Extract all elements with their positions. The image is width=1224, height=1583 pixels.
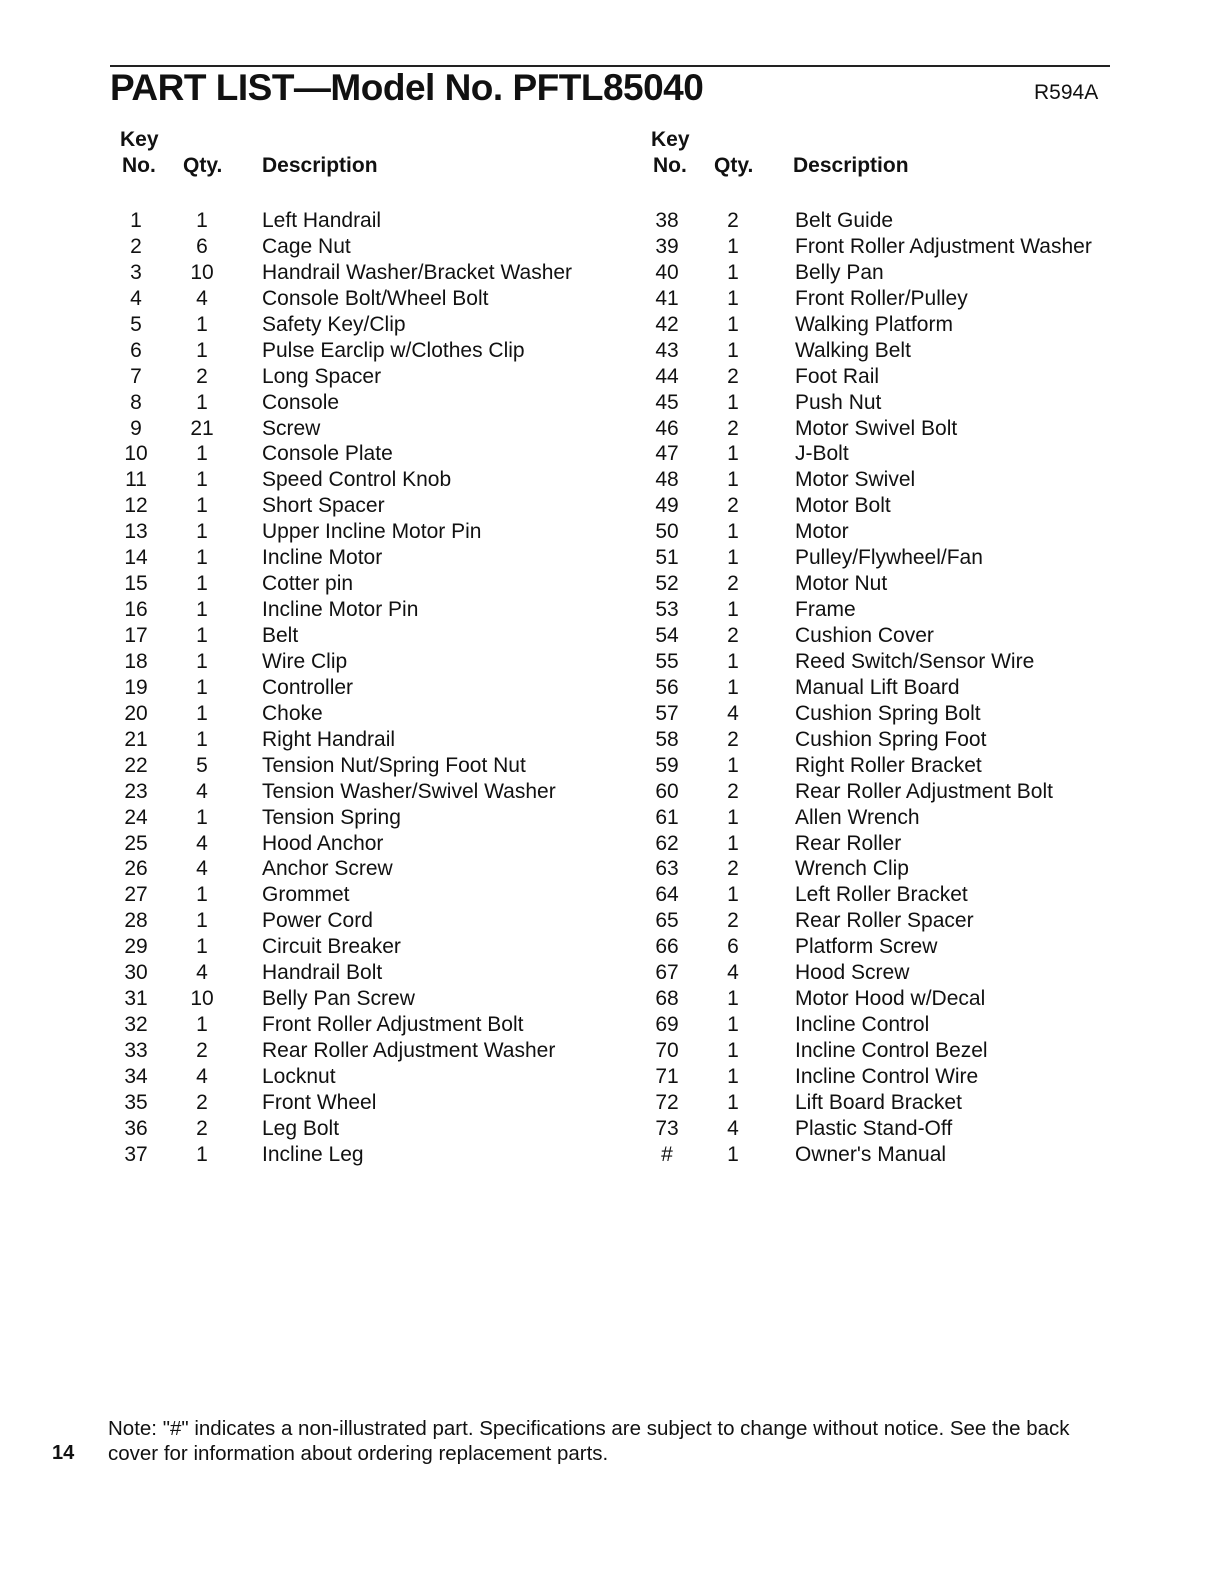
- part-quantity: 4: [196, 1064, 208, 1088]
- part-quantity: 10: [190, 987, 214, 1011]
- part-quantity: 1: [196, 701, 208, 725]
- part-description: Locknut: [262, 1064, 336, 1088]
- part-quantity: 1: [727, 1064, 739, 1088]
- part-quantity: 1: [727, 468, 739, 492]
- part-description: Motor Swivel: [795, 468, 916, 492]
- part-description: Incline Control Bezel: [795, 1039, 988, 1062]
- qty-header: Qty.: [714, 154, 754, 177]
- part-quantity: 1: [196, 520, 208, 544]
- part-description: Front Roller/Pulley: [795, 286, 968, 310]
- part-quantity: 2: [727, 909, 739, 933]
- part-description: Hood Anchor: [262, 831, 384, 855]
- part-description: Rear Roller: [795, 831, 902, 855]
- part-description: Motor Bolt: [795, 494, 891, 518]
- part-description: Walking Platform: [795, 312, 953, 336]
- part-key-number: 27: [124, 883, 148, 907]
- part-description: Pulse Earclip w/Clothes Clip: [262, 338, 525, 362]
- part-description: Push Nut: [795, 390, 882, 414]
- part-key-number: 14: [124, 546, 148, 570]
- part-quantity: 1: [727, 805, 739, 829]
- part-quantity: 1: [196, 909, 208, 933]
- part-quantity: 1: [196, 883, 208, 907]
- part-key-number: 45: [655, 390, 679, 414]
- part-key-number: 72: [655, 1090, 679, 1114]
- part-description: Upper Incline Motor Pin: [262, 520, 482, 544]
- part-description: Foot Rail: [795, 364, 880, 388]
- part-description: Belt: [262, 624, 299, 647]
- part-quantity: 2: [196, 1090, 208, 1114]
- part-description: Frame: [795, 598, 856, 622]
- part-quantity: 1: [196, 598, 208, 622]
- part-key-number: #: [661, 1142, 673, 1166]
- part-key-number: 41: [655, 286, 679, 310]
- part-description: Left Handrail: [262, 209, 382, 232]
- part-key-number: 63: [655, 857, 679, 881]
- part-key-number: 44: [655, 364, 679, 388]
- part-quantity: 1: [727, 675, 739, 699]
- part-description: Motor Nut: [795, 572, 888, 596]
- part-description: Manual Lift Board: [795, 675, 960, 699]
- part-key-number: 65: [655, 909, 679, 933]
- part-description: Grommet: [262, 883, 350, 907]
- part-description: Front Wheel: [262, 1090, 377, 1114]
- part-description: Choke: [262, 701, 323, 725]
- part-quantity: 21: [190, 416, 214, 440]
- part-key-number: 43: [655, 338, 679, 362]
- page-title: PART LIST—Model No. PFTL85040: [110, 67, 704, 108]
- part-key-number: 47: [655, 442, 679, 466]
- part-description: Cushion Spring Bolt: [795, 701, 981, 725]
- key-header-line2: No.: [122, 154, 156, 177]
- part-quantity: 1: [196, 546, 208, 570]
- part-key-number: 33: [124, 1039, 148, 1062]
- part-description: Cushion Cover: [795, 624, 934, 647]
- part-key-number: 70: [655, 1039, 679, 1062]
- part-quantity: 1: [196, 935, 208, 959]
- part-key-number: 24: [124, 805, 148, 829]
- part-key-number: 69: [655, 1013, 679, 1037]
- part-key-number: 37: [124, 1142, 148, 1166]
- part-description: Lift Board Bracket: [795, 1090, 962, 1114]
- part-key-number: 23: [124, 779, 148, 803]
- part-quantity: 4: [196, 831, 208, 855]
- part-description: Cotter pin: [262, 572, 354, 596]
- part-key-number: 7: [130, 364, 142, 388]
- part-quantity: 1: [196, 1013, 208, 1037]
- part-quantity: 4: [196, 286, 208, 310]
- part-description: Reed Switch/Sensor Wire: [795, 649, 1035, 673]
- part-quantity: 1: [196, 312, 208, 336]
- part-key-number: 2: [130, 234, 142, 258]
- part-quantity: 1: [196, 494, 208, 518]
- part-key-number: 52: [655, 572, 679, 596]
- part-quantity: 4: [727, 1116, 739, 1140]
- part-description: Incline Motor Pin: [262, 598, 419, 622]
- part-quantity: 2: [727, 572, 739, 596]
- part-description: Tension Spring: [262, 805, 401, 829]
- part-key-number: 26: [124, 857, 148, 881]
- part-key-number: 5: [130, 312, 142, 336]
- part-key-number: 42: [655, 312, 679, 336]
- part-description: Console Bolt/Wheel Bolt: [262, 286, 489, 310]
- part-key-number: 22: [124, 753, 148, 777]
- part-quantity: 6: [727, 935, 739, 959]
- part-quantity: 1: [727, 442, 739, 466]
- part-quantity: 4: [727, 701, 739, 725]
- part-quantity: 2: [727, 779, 739, 803]
- part-quantity: 2: [196, 1039, 208, 1062]
- part-key-number: 29: [124, 935, 148, 959]
- part-quantity: 1: [727, 260, 739, 284]
- part-description: Speed Control Knob: [262, 468, 452, 492]
- part-description: Motor Hood w/Decal: [795, 987, 986, 1011]
- part-description: Pulley/Flywheel/Fan: [795, 546, 983, 570]
- part-key-number: 67: [655, 961, 679, 985]
- part-key-number: 71: [655, 1064, 679, 1088]
- part-quantity: 6: [196, 234, 208, 258]
- part-description: Tension Washer/Swivel Washer: [262, 779, 556, 803]
- part-key-number: 57: [655, 701, 679, 725]
- part-key-number: 54: [655, 624, 679, 647]
- part-key-number: 40: [655, 260, 679, 284]
- part-key-number: 66: [655, 935, 679, 959]
- part-quantity: 1: [727, 883, 739, 907]
- part-quantity: 1: [727, 234, 739, 258]
- part-quantity: 1: [196, 572, 208, 596]
- part-quantity: 2: [196, 1116, 208, 1140]
- part-description: Console Plate: [262, 442, 393, 466]
- key-header-line2: No.: [653, 154, 687, 177]
- part-key-number: 51: [655, 546, 679, 570]
- part-description: Incline Leg: [262, 1142, 364, 1166]
- part-description: Wire Clip: [262, 649, 348, 673]
- part-description: Short Spacer: [262, 494, 385, 518]
- part-quantity: 2: [727, 416, 739, 440]
- part-description: Platform Screw: [795, 935, 938, 959]
- page-number: 14: [52, 1442, 75, 1464]
- part-quantity: 1: [727, 1039, 739, 1062]
- part-quantity: 1: [727, 546, 739, 570]
- part-description: Right Handrail: [262, 727, 396, 751]
- part-description: J-Bolt: [795, 442, 849, 466]
- part-quantity: 1: [727, 831, 739, 855]
- part-quantity: 1: [727, 1142, 739, 1166]
- part-quantity: 1: [727, 1013, 739, 1037]
- part-description: Owner's Manual: [795, 1142, 947, 1166]
- part-description: Belly Pan: [795, 260, 884, 284]
- part-quantity: 1: [196, 338, 208, 362]
- part-key-number: 35: [124, 1090, 148, 1114]
- part-quantity: 1: [727, 286, 739, 310]
- part-quantity: 2: [727, 624, 739, 647]
- part-description: Cage Nut: [262, 234, 351, 258]
- part-key-number: 31: [124, 987, 148, 1011]
- part-quantity: 1: [196, 649, 208, 673]
- part-description: Belt Guide: [795, 209, 894, 232]
- part-description: Incline Motor: [262, 546, 383, 570]
- part-key-number: 68: [655, 987, 679, 1011]
- part-key-number: 56: [655, 675, 679, 699]
- part-key-number: 18: [124, 649, 148, 673]
- part-key-number: 64: [655, 883, 679, 907]
- part-description: Walking Belt: [795, 338, 911, 362]
- part-key-number: 1: [130, 209, 142, 232]
- part-quantity: 1: [196, 805, 208, 829]
- part-quantity: 1: [196, 468, 208, 492]
- part-quantity: 2: [727, 857, 739, 881]
- part-quantity: 4: [196, 961, 208, 985]
- part-key-number: 28: [124, 909, 148, 933]
- part-quantity: 1: [727, 520, 739, 544]
- part-key-number: 38: [655, 209, 679, 232]
- part-quantity: 10: [190, 260, 214, 284]
- description-header: Description: [793, 154, 909, 177]
- part-key-number: 50: [655, 520, 679, 544]
- part-quantity: 1: [196, 442, 208, 466]
- part-description: Rear Roller Adjustment Washer: [262, 1039, 556, 1062]
- part-key-number: 30: [124, 961, 148, 985]
- part-description: Rear Roller Spacer: [795, 909, 974, 933]
- part-key-number: 21: [124, 727, 148, 751]
- part-description: Left Roller Bracket: [795, 883, 968, 907]
- part-quantity: 4: [727, 961, 739, 985]
- part-description: Power Cord: [262, 909, 373, 933]
- part-key-number: 59: [655, 753, 679, 777]
- part-description: Cushion Spring Foot: [795, 727, 987, 751]
- part-description: Plastic Stand-Off: [795, 1116, 953, 1140]
- part-quantity: 1: [196, 1142, 208, 1166]
- part-key-number: 36: [124, 1116, 148, 1140]
- document-code: R594A: [1034, 81, 1099, 104]
- part-description: Right Roller Bracket: [795, 753, 982, 777]
- part-description: Motor: [795, 520, 849, 544]
- part-key-number: 3: [130, 260, 142, 284]
- part-key-number: 48: [655, 468, 679, 492]
- part-quantity: 1: [196, 727, 208, 751]
- part-key-number: 61: [655, 805, 679, 829]
- part-description: Incline Control Wire: [795, 1064, 979, 1088]
- part-key-number: 20: [124, 701, 148, 725]
- part-key-number: 32: [124, 1013, 148, 1037]
- part-quantity: 1: [727, 987, 739, 1011]
- part-quantity: 2: [727, 727, 739, 751]
- part-key-number: 6: [130, 338, 142, 362]
- part-quantity: 4: [196, 779, 208, 803]
- part-description: Leg Bolt: [262, 1116, 340, 1140]
- part-description: Tension Nut/Spring Foot Nut: [262, 753, 526, 777]
- part-key-number: 19: [124, 675, 148, 699]
- part-key-number: 46: [655, 416, 679, 440]
- part-key-number: 34: [124, 1064, 148, 1088]
- part-key-number: 25: [124, 831, 148, 855]
- part-quantity: 1: [727, 649, 739, 673]
- part-quantity: 2: [196, 364, 208, 388]
- part-quantity: 2: [727, 494, 739, 518]
- part-description: Allen Wrench: [795, 805, 920, 829]
- part-description: Handrail Bolt: [262, 961, 383, 985]
- footer-note: Note: "#" indicates a non-illustrated part. Specifications are subject to change without notice. See the back cover for information about ordering replacement parts.: [108, 1417, 1070, 1465]
- part-description: Screw: [262, 416, 321, 440]
- part-quantity: 1: [727, 598, 739, 622]
- part-key-number: 8: [130, 390, 142, 414]
- part-description: Front Roller Adjustment Washer: [795, 234, 1092, 258]
- part-description: Motor Swivel Bolt: [795, 416, 958, 440]
- part-key-number: 73: [655, 1116, 679, 1140]
- part-description: Circuit Breaker: [262, 935, 401, 959]
- key-header-line1: Key: [651, 128, 690, 151]
- part-description: Belly Pan Screw: [262, 987, 415, 1011]
- part-description: Safety Key/Clip: [262, 312, 406, 336]
- part-key-number: 9: [130, 416, 142, 440]
- part-key-number: 4: [130, 286, 142, 310]
- part-quantity: 1: [196, 209, 208, 232]
- part-description: Handrail Washer/Bracket Washer: [262, 260, 573, 284]
- part-description: Anchor Screw: [262, 857, 393, 881]
- part-key-number: 16: [124, 598, 148, 622]
- part-quantity: 1: [196, 390, 208, 414]
- part-description: Front Roller Adjustment Bolt: [262, 1013, 524, 1037]
- part-key-number: 10: [124, 442, 148, 466]
- part-description: Hood Screw: [795, 961, 910, 985]
- description-header: Description: [262, 154, 378, 177]
- part-key-number: 58: [655, 727, 679, 751]
- part-description: Rear Roller Adjustment Bolt: [795, 779, 1053, 803]
- part-quantity: 2: [727, 364, 739, 388]
- part-quantity: 1: [196, 624, 208, 647]
- part-description: Long Spacer: [262, 364, 382, 388]
- part-quantity: 1: [727, 312, 739, 336]
- part-description: Controller: [262, 675, 354, 699]
- part-key-number: 62: [655, 831, 679, 855]
- part-quantity: 5: [196, 753, 208, 777]
- part-key-number: 13: [124, 520, 148, 544]
- part-quantity: 1: [727, 390, 739, 414]
- part-key-number: 17: [124, 624, 148, 647]
- part-key-number: 12: [124, 494, 148, 518]
- qty-header: Qty.: [183, 154, 223, 177]
- part-quantity: 2: [727, 209, 739, 232]
- part-key-number: 60: [655, 779, 679, 803]
- part-key-number: 53: [655, 598, 679, 622]
- part-quantity: 4: [196, 857, 208, 881]
- part-quantity: 1: [727, 1090, 739, 1114]
- part-key-number: 11: [125, 468, 147, 492]
- part-quantity: 1: [727, 338, 739, 362]
- part-quantity: 1: [196, 675, 208, 699]
- part-description: Wrench Clip: [795, 857, 909, 881]
- part-description: Console: [262, 390, 340, 414]
- part-key-number: 49: [655, 494, 679, 518]
- part-description: Incline Control: [795, 1013, 930, 1037]
- part-key-number: 15: [124, 572, 148, 596]
- part-quantity: 1: [727, 753, 739, 777]
- part-key-number: 39: [655, 234, 679, 258]
- part-key-number: 55: [655, 649, 679, 673]
- key-header-line1: Key: [120, 128, 159, 151]
